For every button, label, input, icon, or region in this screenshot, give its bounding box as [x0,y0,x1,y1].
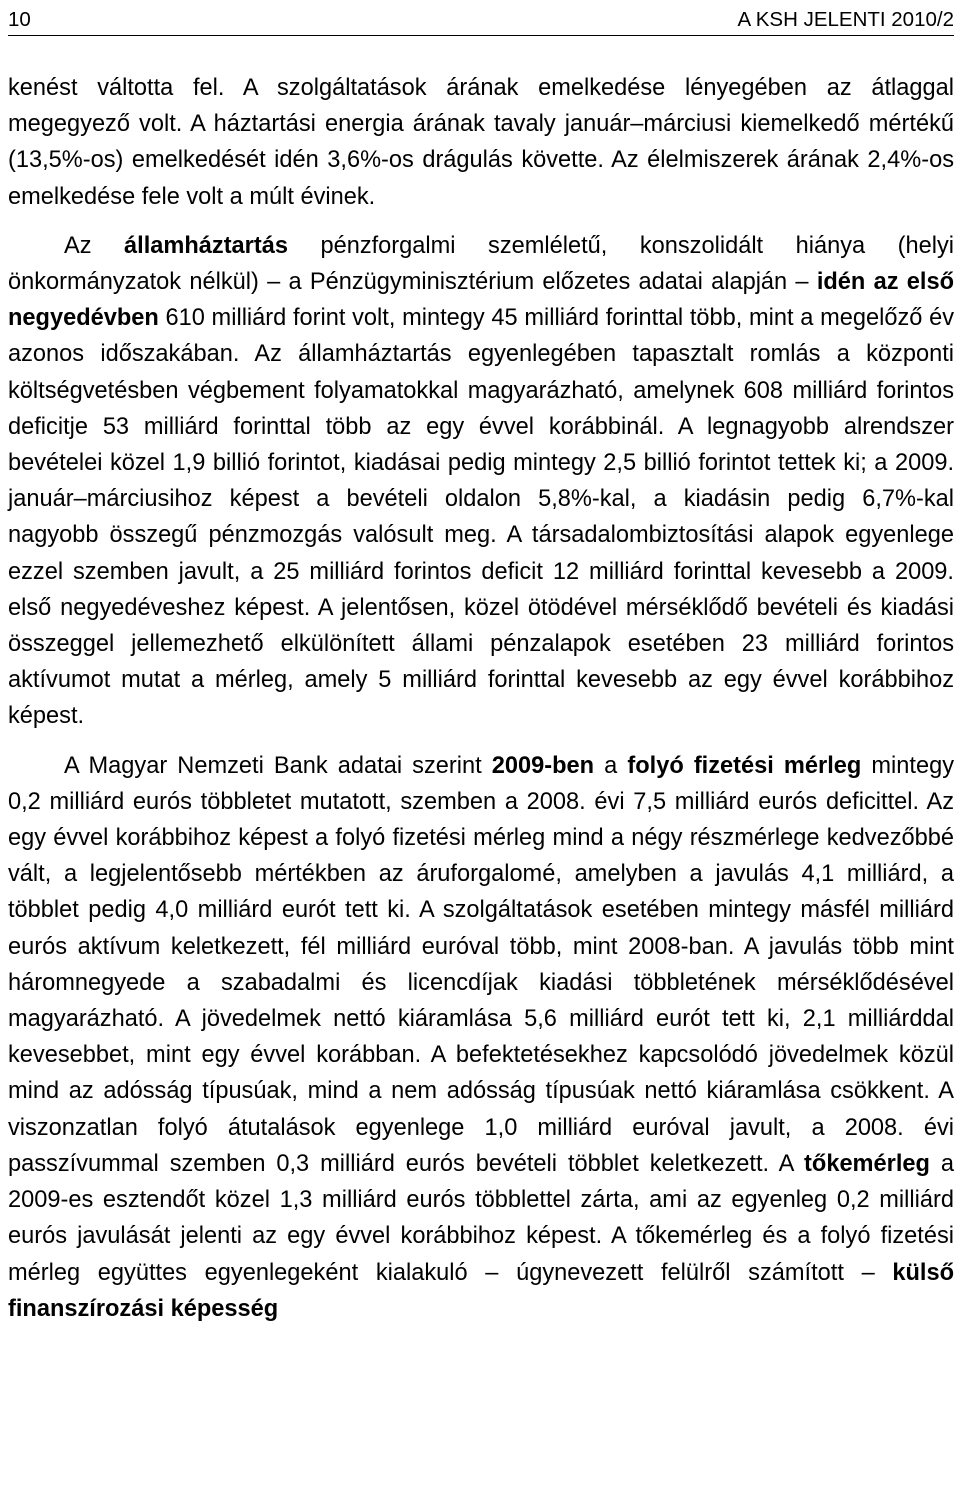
text-run: a [594,752,628,779]
paragraph-state-budget [8,228,954,735]
emphasis-year-2009: 2009-ben [491,752,595,779]
paragraph-prices: kenést váltotta fel. A szolgáltatások árának emelkedése lényegében az átlaggal megegyező volt. A háztartási energia árának tavaly január–márciusi kiemelkedő mértékű (13,5%-os) emelkedését idén 3,6%-os drágulás követte. Az élelmiszerek árának 2,4%-os emelkedése fele volt a múlt évinek. [8,75,954,210]
emphasis-state-budget: államháztartás [124,232,288,259]
emphasis-external-financing: külső finanszírozási képesség [8,1259,954,1322]
text-run: Az [64,232,125,259]
text-run: a 2009-es esztendőt közel 1,3 milliárd eurós többlettel zárta, ami az egyenleg 0,2 milliárd eurós javulását jelenti az egy évvel korábbihoz képest. A tőkemérleg és a folyó fizetési mérleg együttes egyenlegeként kialakuló – úgynevezett felülről számított – [8,1150,954,1286]
text-run: mintegy 0,2 milliárd eurós többletet mutatott, szemben a 2008. évi 7,5 milliárd eurós deficittel. Az egy évvel korábbihoz képest a folyó fizetési mérleg mind a négy részmérlege kedvezőbbé vált, a legjelentősebb mértékben az áruforgalomé, amelyben a javulás 4,1 milliárd, a többlet pedig 4,0 milliárd eurót tett ki. A szolgáltatások esetében mintegy másfél milliárd eurós aktívum keletkezett, fél milliárd euróval több, mint 2008-ban. A javulás több mint háromnegyede a szabadalmi és licencdíjak kiadási többletének mérséklődésével magyarázható. A jövedelmek nettó kiáramlása 5,6 milliárd eurót tett ki, 2,1 milliárddal kevesebbet, mint egy évvel korábban. A befektetésekhez kapcsolódó jövedelmek közül mind az adósság típusúak, mind a nem adósság típusúak nettó kiáramlása csökkent. A viszonzatlan folyó átutalások egyenlege 1,0 milliárd euróval javult, a 2008. évi passzívummal szemben 0,3 milliárd eurós bevételi többlet keletkezett. A [8,752,954,1177]
page-number: 10 [8,8,31,31]
paragraph-current-account [8,748,954,1327]
text-run: 610 milliárd forint volt, mintegy 45 milliárd forinttal több, mint a megelőző év azonos időszakában. Az államháztartás egyenlegében tapasztalt romlás a központi költségvetésben végbement folyamatokkal magyarázható, amelynek 608 milliárd forintos deficitje 53 milliárd forinttal több az egy évvel korábbinál. A legnagyobb alrendszer bevételei közel 1,9 billió forintot, kiadásai pedig mintegy 2,5 billió forintot tettek ki; a 2009. január–márciusihoz képest a bevételi oldalon 5,8%-kal, a kiadásin pedig 6,7%-kal nagyobb összegű pénzmozgás valósult meg. A társadalombiztosítási alapok egyenlege ezzel szemben javult, a 25 milliárd forintos deficit 12 milliárd forinttal kevesebb a 2009. első negyedéveshez képest. A jelentősen, közel ötödével mérséklődő bevételi és kiadási összeggel jellemezhető elkülönített állami pénzalapok esetében 23 milliárd forintos aktívumot mutat a mérleg, amely 5 milliárd forinttal kevesebb az egy évvel korábbihoz képest. [8,305,954,730]
text-run: A Magyar Nemzeti Bank adatai szerint [64,752,492,779]
emphasis-capital-account: tőkemérleg [804,1150,930,1177]
publication-title: A KSH JELENTI 2010/2 [737,8,954,31]
text-run: pénzforgalmi szemléletű, konszolidált hiánya (helyi önkormányzatok nélkül) – a Pénzügyminisztérium előzetes adatai alapján – [8,232,954,296]
emphasis-first-quarter: idén az első negyedévben [8,269,954,332]
page-header [8,0,954,36]
emphasis-current-account: folyó fizetési mérleg [627,752,862,779]
